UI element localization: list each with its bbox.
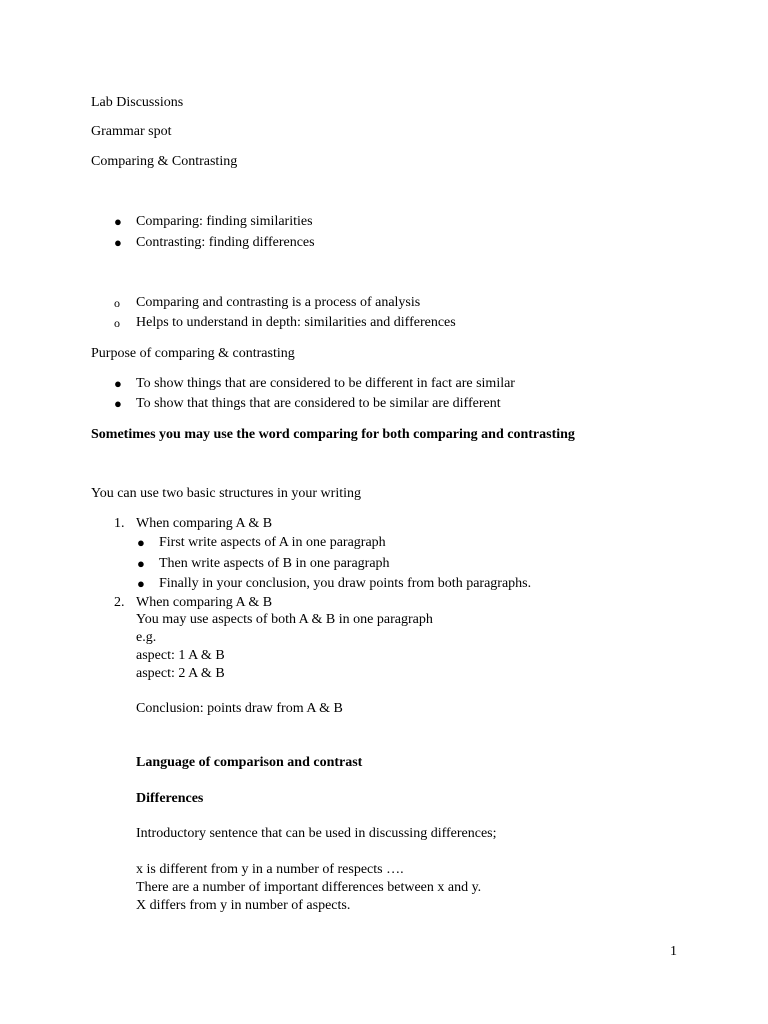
structures-intro: You can use two basic structures in your writing xyxy=(91,486,361,501)
language-heading: Language of comparison and contrast xyxy=(136,755,363,770)
structure-1-item: Then write aspects of B in one paragraph xyxy=(159,556,390,571)
document-topic: Comparing & Contrasting xyxy=(91,154,238,169)
structure-2-line: aspect: 2 A & B xyxy=(136,666,225,681)
structure-2-heading: When comparing A & B xyxy=(136,595,273,610)
bullet-dot-icon: ● xyxy=(137,576,145,591)
differences-intro: Introductory sentence that can be used in discussing differences; xyxy=(136,826,497,841)
structure-1-item: First write aspects of A in one paragraph xyxy=(159,535,386,550)
purpose-item: To show things that are considered to be different in fact are similar xyxy=(136,376,515,391)
difference-example: There are a number of important differences between x and y. xyxy=(136,880,482,895)
purpose-heading: Purpose of comparing & contrasting xyxy=(91,346,295,361)
bullet-circle-icon: o xyxy=(114,316,120,330)
bullet-dot-icon: ● xyxy=(137,535,145,550)
bullet-dot-icon: ● xyxy=(137,556,145,571)
structure-2-line: e.g. xyxy=(136,630,157,645)
structure-2-line: You may use aspects of both A & B in one paragraph xyxy=(136,612,433,627)
difference-example: X differs from y in number of aspects. xyxy=(136,898,351,913)
bullet-dot-icon: ● xyxy=(114,396,122,411)
page-number: 1 xyxy=(670,944,677,959)
bold-note: Sometimes you may use the word comparing for both comparing and contrasting xyxy=(91,427,575,442)
list-number: 1. xyxy=(114,516,125,531)
differences-heading: Differences xyxy=(136,791,204,806)
bullet-dot-icon: ● xyxy=(114,376,122,391)
document-title: Lab Discussions xyxy=(91,95,184,110)
definition-item: Comparing: finding similarities xyxy=(136,214,313,229)
definition-item: Contrasting: finding differences xyxy=(136,235,315,250)
purpose-item: To show that things that are considered to be similar are different xyxy=(136,396,501,411)
note-item: Comparing and contrasting is a process of analysis xyxy=(136,295,421,310)
bullet-circle-icon: o xyxy=(114,296,120,310)
list-number: 2. xyxy=(114,595,125,610)
structure-1-heading: When comparing A & B xyxy=(136,516,273,531)
bullet-dot-icon: ● xyxy=(114,235,122,250)
note-item: Helps to understand in depth: similarities and differences xyxy=(136,315,456,330)
structure-2-line: aspect: 1 A & B xyxy=(136,648,225,663)
document-subtitle: Grammar spot xyxy=(91,124,172,139)
difference-example: x is different from y in a number of respects …. xyxy=(136,862,404,877)
structure-2-conclusion: Conclusion: points draw from A & B xyxy=(136,701,343,716)
bullet-dot-icon: ● xyxy=(114,214,122,229)
structure-1-item: Finally in your conclusion, you draw points from both paragraphs. xyxy=(159,576,532,591)
